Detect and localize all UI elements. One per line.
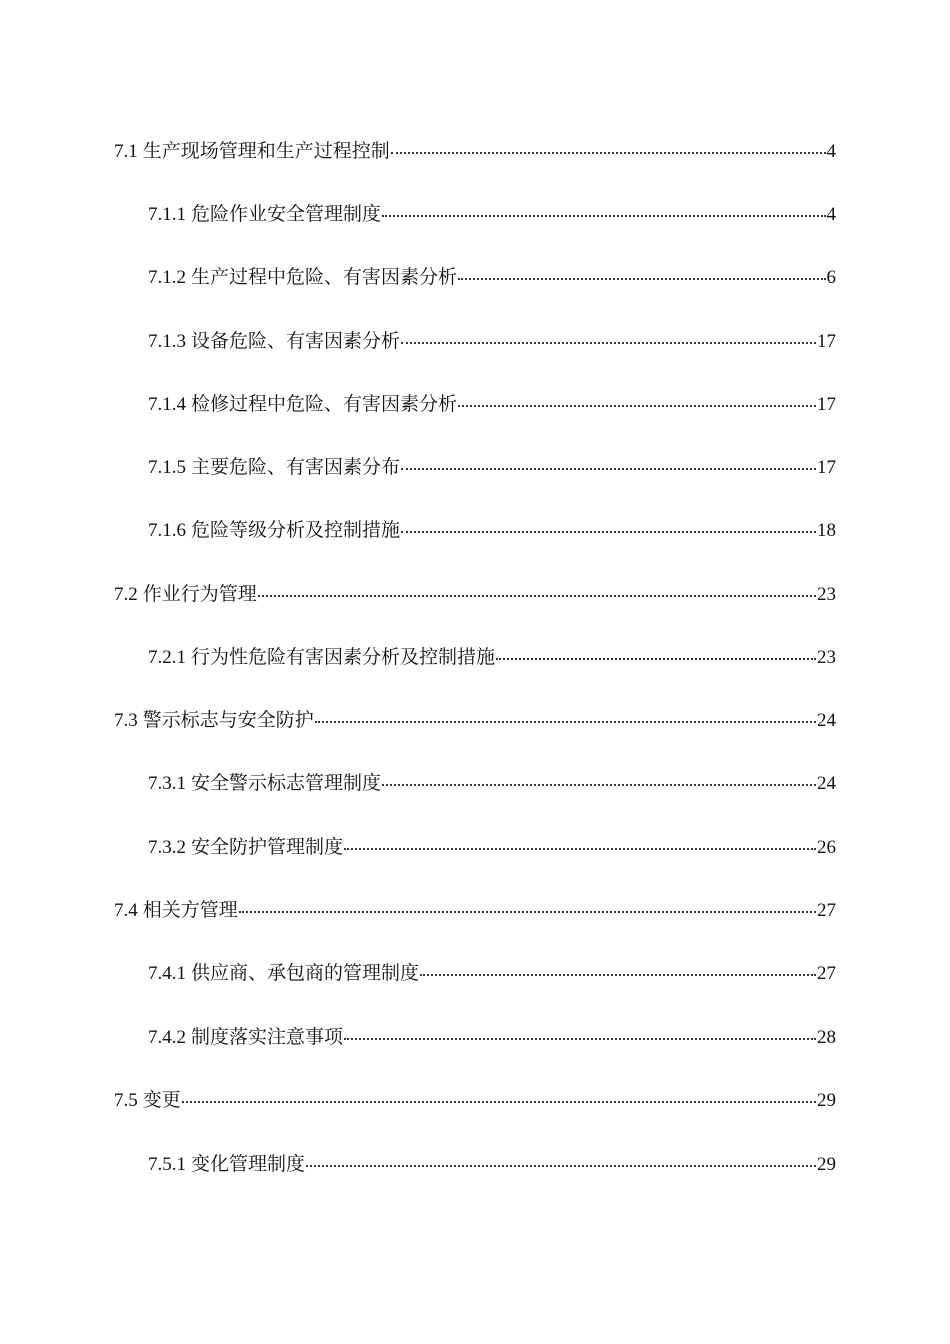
toc-entry[interactable] xyxy=(148,645,836,671)
toc-page-number: 26 xyxy=(817,837,836,858)
toc-entry-number: 7.1.2 xyxy=(148,267,186,288)
dot-leader xyxy=(401,342,816,344)
toc-entry-number: 7.2 xyxy=(114,584,138,605)
toc-entry-number: 7.4.2 xyxy=(148,1027,186,1048)
toc-entry-title: 生产过程中危险、有害因素分析 xyxy=(191,267,458,288)
toc-entry[interactable] xyxy=(148,961,836,987)
toc-entry-number: 7.1.5 xyxy=(148,457,186,478)
toc-entry-number: 7.1 xyxy=(114,141,138,162)
toc-page-number: 23 xyxy=(817,584,836,605)
toc-entry[interactable] xyxy=(148,265,836,291)
toc-entry-title: 作业行为管理 xyxy=(142,584,257,605)
toc-entry[interactable] xyxy=(114,1088,836,1114)
toc-page-number: 27 xyxy=(817,963,836,984)
toc-entry-number: 7.2.1 xyxy=(148,647,186,668)
dot-leader xyxy=(306,1165,816,1167)
toc-entry-title: 安全防护管理制度 xyxy=(191,837,344,858)
toc-entry-title: 危险等级分析及控制措施 xyxy=(191,520,401,541)
toc-entry-title: 相关方管理 xyxy=(142,900,238,921)
toc-entry-title: 危险作业安全管理制度 xyxy=(191,204,382,225)
toc-entry-number: 7.1.6 xyxy=(148,520,186,541)
toc-entry-title: 警示标志与安全防护 xyxy=(142,710,314,731)
toc-entry-title: 变化管理制度 xyxy=(191,1154,306,1175)
toc-page-number: 29 xyxy=(817,1090,836,1111)
dot-leader xyxy=(315,721,816,723)
toc-entry[interactable] xyxy=(148,518,836,544)
dot-leader xyxy=(401,531,816,533)
toc-page-number: 4 xyxy=(826,204,836,225)
toc-entry-title: 供应商、承包商的管理制度 xyxy=(191,963,420,984)
toc-entry-number: 7.5 xyxy=(114,1090,138,1111)
toc-entry-number: 7.3.1 xyxy=(148,773,186,794)
dot-leader xyxy=(458,405,816,407)
toc-entry-title: 制度落实注意事项 xyxy=(191,1027,344,1048)
dot-leader xyxy=(344,848,816,850)
toc-entry-number: 7.1.1 xyxy=(148,204,186,225)
toc-page-number: 28 xyxy=(817,1027,836,1048)
dot-leader xyxy=(344,1038,816,1040)
toc-entry[interactable] xyxy=(148,392,836,418)
toc-page-number: 17 xyxy=(817,331,836,352)
toc-page-number: 29 xyxy=(817,1154,836,1175)
toc-page-number: 17 xyxy=(817,394,836,415)
toc-entry[interactable] xyxy=(148,455,836,481)
toc-entry-number: 7.4 xyxy=(114,900,138,921)
toc-entry-title: 设备危险、有害因素分析 xyxy=(191,331,401,352)
toc-entry-title: 主要危险、有害因素分布 xyxy=(191,457,401,478)
toc-entry-number: 7.1.3 xyxy=(148,331,186,352)
dot-leader xyxy=(458,278,825,280)
toc-entry-number: 7.5.1 xyxy=(148,1154,186,1175)
toc-page-number: 24 xyxy=(817,710,836,731)
toc-page-number: 24 xyxy=(817,773,836,794)
toc-entry-number: 7.3.2 xyxy=(148,837,186,858)
dot-leader xyxy=(382,784,816,786)
toc-entry[interactable] xyxy=(114,582,836,608)
dot-leader xyxy=(258,595,816,597)
toc-page-number: 4 xyxy=(826,141,836,162)
toc-entry-title: 行为性危险有害因素分析及控制措施 xyxy=(191,647,496,668)
toc-entry-title: 检修过程中危险、有害因素分析 xyxy=(191,394,458,415)
dot-leader xyxy=(420,974,816,976)
toc-page-number: 6 xyxy=(826,267,836,288)
toc-entry[interactable] xyxy=(114,708,836,734)
dot-leader xyxy=(182,1101,816,1103)
toc-entry-number: 7.4.1 xyxy=(148,963,186,984)
toc-entry[interactable] xyxy=(114,139,836,165)
dot-leader xyxy=(496,658,816,660)
toc-page-number: 18 xyxy=(817,520,836,541)
dot-leader xyxy=(401,468,816,470)
toc-entry-number: 7.1.4 xyxy=(148,394,186,415)
toc-entry[interactable] xyxy=(148,329,836,355)
toc-page-number: 27 xyxy=(817,900,836,921)
toc-entry[interactable] xyxy=(114,898,836,924)
toc-entry[interactable] xyxy=(148,1025,836,1051)
toc-entry[interactable] xyxy=(148,835,836,861)
dot-leader xyxy=(239,911,816,913)
toc-entry-title: 变更 xyxy=(142,1090,181,1111)
toc-page-number: 17 xyxy=(817,457,836,478)
toc-entry-title: 安全警示标志管理制度 xyxy=(191,773,382,794)
toc-entry[interactable] xyxy=(148,1152,836,1178)
dot-leader xyxy=(382,215,825,217)
dot-leader xyxy=(391,152,826,154)
toc-page-number: 23 xyxy=(817,647,836,668)
toc-entry-number: 7.3 xyxy=(114,710,138,731)
toc-entry[interactable] xyxy=(148,202,836,228)
toc-entry[interactable] xyxy=(148,771,836,797)
toc-entry-title: 生产现场管理和生产过程控制 xyxy=(142,141,390,162)
